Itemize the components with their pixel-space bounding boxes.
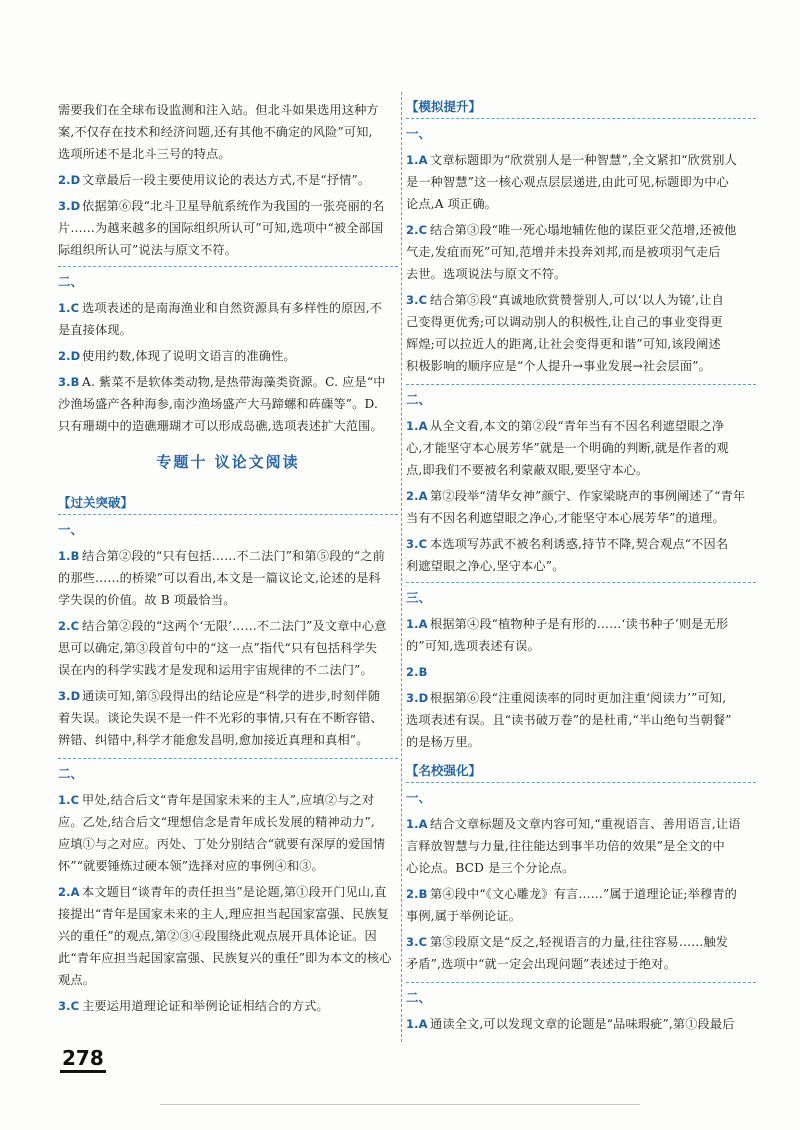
subsection-label: 一、 [406,126,432,141]
answer-line [406,886,756,902]
answer-number: 2.C [406,223,428,237]
text-line: 点,即我们不要被名利蒙蔽双眼,要坚守本心。 [406,463,649,477]
answer-line [406,616,756,632]
text-line: 事例,属于举例论证。 [406,909,522,923]
answer-line [406,690,756,706]
answer-line [406,418,756,434]
text-line: 当有不因名利遮望眼之净心,才能坚守本心展芳华”的道理。 [406,511,725,525]
answer-text: 第④段中“《文心雕龙》有言……”属于道理论证;举穆青的 [430,887,738,901]
answer-text: 文章最后一段主要使用议论的表达方式,不是“抒情”。 [82,173,371,187]
text-line: 着失误。谈论失误不是一件不光彩的事情,只有在不断容错、 [58,711,383,725]
subsection-label: 二、 [58,766,84,781]
answer-line [58,300,398,316]
answer-line [58,374,398,390]
text-line: 去世。选项说法与原文不符。 [406,267,567,281]
section-heading: 【名校强化】 [406,763,482,778]
answer-line [58,884,398,900]
text-line: 需要我们在全球布设监测和注入站。但北斗如果选用这种方 [58,103,379,117]
text-line: 辉煌;可以拉近人的距离,让社会变得更和谐”可知,该段阐述 [406,337,721,351]
answer-line [58,198,398,214]
dashed-separator [58,758,398,759]
dashed-separator [406,384,756,385]
answer-number: 1.B [58,549,80,563]
text-line: 气走,发疽而死”可知,范增并未投奔刘邦,而是被项羽气走后 [406,245,721,259]
answer-text: 根据第⑥段“注重阅读率的同时更加注重‘阅读力’”可知, [430,691,727,705]
answer-number: 2.C [58,619,80,633]
answer-text: 依据第⑥段“北斗卫星导航系统作为我国的一张亮丽的名 [82,199,385,213]
subsection-label: 二、 [406,990,432,1005]
answer-number: 2.A [406,489,428,503]
answer-text: 第⑤段原文是“反之,轻视语言的力量,往往容易……触发 [430,935,729,949]
answer-line [406,664,756,680]
answer-text: 根据第④段“植物种子是有形的……‘读书种子’则是无形 [430,617,729,631]
answer-number: 1.C [58,301,80,315]
answer-line [406,488,756,504]
answer-text: 第②段举“清华女神”颜宁、作家梁晓声的事例阐述了“青年 [430,489,746,503]
text-line: 此“青年应担当起国家富强、民族复兴的重任”即为本文的核心 [58,951,392,965]
footer-rule [160,1104,640,1105]
answer-number: 2.B [406,887,428,901]
text-line: 利遮望眼之净心,坚守本心”。 [406,559,565,573]
answer-number: 2.B [406,665,428,679]
answer-text: 结合第②段的“只有包括……不二法门”和第⑤段的“之前 [82,549,385,563]
text-line: 选项表述有误。且“读书破万卷”的是杜甫,“半山绝句当朝餐” [406,713,732,727]
subsection-label: 二、 [406,392,432,407]
answer-text: 结合第⑤段“真诚地欣赏赞誉别人,可以‘以人为镜’,让自 [430,293,724,307]
dashed-separator [58,266,398,267]
answer-number: 2.D [58,173,81,187]
answer-line [406,816,756,832]
text-line: 怀”“就要锤炼过硬本领”选择对应的事例④和③。 [58,859,324,873]
answer-text: 选项表述的是南海渔业和自然资源具有多样性的原因,不 [82,301,383,315]
text-line: 辨错、纠错中,科学才能愈发昌明,愈加接近真理和真相”。 [58,733,369,747]
text-line: 选项所述不是北斗三号的特点。 [58,147,231,161]
answer-number: 3.C [406,935,428,949]
answer-text: 结合文章标题及文章内容可知,“重视语言、善用语言,让语 [430,817,741,831]
answer-number: 3.D [58,689,81,703]
dashed-separator [406,982,756,983]
answer-line [58,172,398,188]
answer-number: 1.A [406,617,428,631]
column-divider [401,92,402,1042]
text-line: 心论点。BCD 是三个分论点。 [406,861,575,875]
text-line: 己变得更优秀;可以调动别人的积极性,让自己的事业变得更 [406,315,723,329]
answer-number: 3.D [406,691,429,705]
answer-number: 2.A [58,885,80,899]
section-heading: 【过关突破】 [58,495,134,510]
answer-number: 1.A [406,153,428,167]
chapter-title: 专题十 议论文阅读 [156,453,300,471]
answer-line [58,348,398,364]
text-line: 只有珊瑚中的造礁珊瑚才可以形成岛礁,选项表述扩大范围。 [58,419,383,433]
answer-number: 1.C [58,793,80,807]
answer-line [58,688,398,704]
text-line: 应填①与之对应。丙处、丁处分别结合“就要有深厚的爱国情 [58,837,386,851]
answer-line [58,618,398,634]
answer-number: 1.A [406,419,428,433]
text-line: 案,不仅存在技术和经济问题,还有其他不确定的风险”可知, [58,125,373,139]
answer-number: 2.D [58,349,81,363]
text-line: 矛盾”,选项中“就一定会出现问题”表述过于绝对。 [406,957,676,971]
answer-line [406,1016,756,1032]
text-line: 的是杨万里。 [406,735,481,749]
text-line: 沙渔场盛产各种海参,南沙渔场盛产大马蹄螺和砗磲等”。D. [58,397,379,411]
answer-number: 1.A [406,1017,428,1031]
answer-number: 3.C [406,537,428,551]
page-number: 278 [60,1046,106,1073]
answer-text: 从全文看,本文的第②段“青年当有不因名利遮望眼之净 [430,419,725,433]
text-line: 际组织所认可”说法与原文不符。 [58,243,238,257]
text-line: 言释放智慧与力量,往往能达到事半功倍的效果”是全文的中 [406,839,725,853]
answer-text: 本文题目“谈青年的责任担当”是论题,第①段开门见山,直 [82,885,387,899]
answer-line [406,536,756,552]
answer-text: 本选项写苏武不被名利诱惑,持节不降,契合观点“不因名 [430,537,729,551]
text-line: 思可以确定,第③段首句中的“这一点”指代“只有包括科学失 [58,641,378,655]
dashed-separator [406,582,756,583]
dashed-separator [406,782,756,783]
text-line: 学失误的价值。故 B 项最恰当。 [58,593,236,607]
answer-text: 通读全文,可以发现文章的论题是“品味瑕疵”,第①段最后 [430,1017,735,1031]
subsection-label: 一、 [58,522,84,537]
answer-line [406,222,756,238]
answer-line [58,792,398,808]
text-line: 论点,A 项正确。 [406,197,498,211]
answer-text: 通读可知,第⑤段得出的结论应是“科学的进步,时刻伴随 [82,689,381,703]
answer-number: 1.A [406,817,428,831]
answer-line [58,548,398,564]
text-line: 是直接体现。 [58,323,133,337]
text-line: 兴的重任”的观点,第②③④段围绕此观点展开具体论证。因 [58,929,377,943]
text-line: 片……为越来越多的国际组织所认可”可知,选项中“被全部国 [58,221,384,235]
text-line: 积极影响的顺序应是“个人提升→事业发展→社会层面”。 [406,359,711,373]
text-line: 心,才能坚守本心展芳华”就是一个明确的判断,就是作者的观 [406,441,729,455]
subsection-label: 一、 [406,790,432,805]
answer-text: 结合第②段的“这两个‘无限’……不二法门”及文章中心意 [82,619,387,633]
answer-text: 结合第③段“唯一死心塌地辅佐他的谋臣亚父范增,还被他 [430,223,737,237]
answer-text: 主要运用道理论证和举例论证相结合的方式。 [82,999,329,1013]
text-line: 是一种智慧”这一核心观点层层递进,由此可见,标题即为中心 [406,175,729,189]
answer-line [406,934,756,950]
answer-number: 3.D [58,199,81,213]
subsection-label: 二、 [58,274,84,289]
answer-text: 甲处,结合后文“青年是国家未来的主人”,应填②与之对 [82,793,375,807]
subsection-label: 三、 [406,590,432,605]
dashed-separator [406,118,756,119]
text-line: 观点。 [58,973,96,987]
answer-text: A. 紫菜不是软体类动物,是热带海藻类资源。C. 应是“中 [82,375,386,389]
text-line: 的那些……的桥梁”可以看出,本文是一篇议论文,论述的是科 [58,571,381,585]
text-line: 应。乙处,结合后文“理想信念是青年成长发展的精神动力”, [58,815,375,829]
section-heading: 【模拟提升】 [406,99,482,114]
answer-number: 3.C [406,293,428,307]
answer-text: 文章标题即为“欣赏别人是一种智慧”,全文紧扣“欣赏别人 [430,153,737,167]
answer-text: 使用约数,体现了说明文语言的准确性。 [82,349,296,363]
dashed-separator [58,514,398,515]
answer-line [406,292,756,308]
answer-number: 3.C [58,999,80,1013]
answer-line [58,998,398,1014]
text-line: 接提出“青年是国家未来的主人,理应担当起国家富强、民族复 [58,907,390,921]
answer-line [406,152,756,168]
text-line: 误在内的科学实践才是发现和运用宇宙规律的不二法门”。 [58,663,373,677]
answer-number: 3.B [58,375,80,389]
text-line: 的”可知,选项表述有误。 [406,639,540,653]
